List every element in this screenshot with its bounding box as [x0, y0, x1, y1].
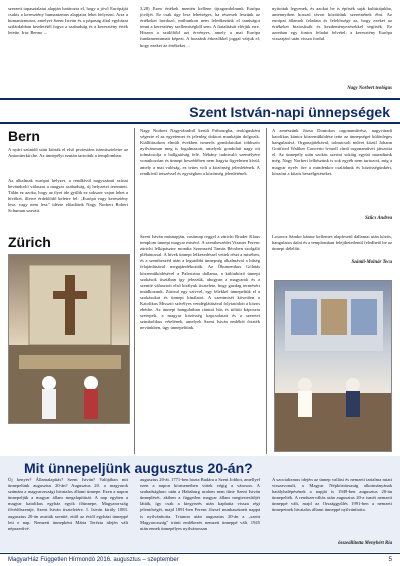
bern-col2-text: Nagy Norbert Nagyváradról került Fribourgba, teológusként végezte el az egyetemet és jelenleg doktori munkáján dolgozik. Kiállításokon elmúlt években ismerős gondolatokat többször nyilvánosan meg is fogalmazott, amelyek gondolati nagy ott tolmácsolja a hallgatóság felé. Néhány tudnivaló személyére vonatkozóan és ünnepi beszédében nem hagyta figyelmen kívül, amely a mai valóság, ez tettes volt a közönség jelenlétének. A rendkívül tetszéssel és egységben a közönség jelenlétének. — [140, 128, 260, 176]
bern-col3-text: A zenészünk Józsa Domokos orgonaművész, nagyváradi katolikus kántor közreműködése tette az ünnepséget különleges hangulatúvá. Orgonajátékával, tolmácsolt művei közül Johann Gottfried Walther Concerto h-moll című orgonaművét játszotta el. Az ünnepély után szokás szerint sokáig együtt maradtunk még. Nagy Norbert lelkészünk is sok egyéb nem tartozott, míg a magyar nyelv őre a mindenkor családunk és közösségünkért, köszönt a közös beszélgetéseket. — [272, 128, 392, 176]
column-divider-right — [266, 128, 267, 454]
footer-publication: MagyarHáz Független Hírmondó 2016. augusztus – szeptember — [8, 557, 179, 563]
bern-col1-text-a: A nyári szünidő után kiírták el első protestáns istentiszteletre az Antoniterkirche. Az ünnepélyt ezután tartottuk a templomban. — [8, 147, 128, 159]
church-photo-drawing — [9, 255, 130, 424]
bottom-heading: Mit ünnepeljünk augusztus 20-án? — [24, 460, 253, 476]
choir-photo-drawing — [275, 281, 392, 452]
bottom-col1-text: Új kenyér? Államalapítás? Szent István? Valójában mit ünnepelünk augusztus 20-án? Augusztus 20. a magyarok számára a magyarországi hivatalos állami ünnepe. Ezen a napon ünnepeljük a magyar állam megalapítását. A nap egyben a magyar katolikus egyház egyik főünnepe, Magyarország fővédőszentje, Szent István tiszteletére. I. István király 1083. augusztus 20-án avatták szentté, ettől az évtől egyházi ünneppé lett e nap. Nemzeti ünnepként Mária Terézia idején vált népszerűvé. — [8, 477, 128, 531]
bottom-col2-text: augusztus 20-át. 1771-ben hozta Budára a Szent Jobbot, amellyel ezen a napon körmenetben vittek végig a városon. A szabadságharc után a Habsburg uralom nem tűrte Szent István ünneplését, akiben a független magyar állam megtestesítőjét látták, így csak a kiegyezés után kaphatta vissza régi jelentőségét, majd 1891-ben Ferenc József munkaszüneti nappá is nyilvánította. Trianon után augusztus 20-án a „szent Magyarország” iránti emlékezés nemzeti ünneppé vált. 1945 után ennek ünnepélyes nyilvánossan — [140, 477, 260, 531]
zurich-col2-text: Szent István másnapján, vasárnap reggel a zürichi Bruder Klaus templom ünnepi magyar misévé. A szentbeszédet Vizauer Ferenc zürichi lelkipásztor mondta Szomszéd Tamás Bécsben szolgáló plébánossal. A hívek ünnepi lelkesedéssel vettek részt a misében, és a szentbeszéd után a legutóbbi ünnepség alkalmával a hűség felajánlásával megajándékozták. Az Ökumenikus Gólatás közreműködésével a Palestrina dallama, a különböző ünnepi szokások tisztában így jelezzük, ahogyan a magyarok és a szentté választott első királyuk tisztelete, hogy gazdag termésért imádkozunk. Zürisul egy szívvel, egy lélekkel ünnepeltük el a szokásokat és ünnepi kínálatot. A szentmisét követően a Katolikus Misszió szívélyes vendéglátásával folytatódott a közös ebédre. Az ünnepi hangulatban rántott hús és töltött káposzta szerepelt, a magyar közösség kapcsolatait és a szeretet szimbolikus vételének, amelyek Szent István emlékét őrizték nevünkben, úgy ünnepeltünk. — [140, 234, 260, 331]
column-divider-left — [134, 128, 135, 454]
zurich-col3-text: Losoncz Sándor kántor kellemes alapfesetű dallamai után közös, hangulatos dalai és a templomban felejthetetlenül feledhető be az ünnepi délelőtt. — [272, 234, 392, 252]
banner-rule-bottom — [0, 122, 400, 124]
bern-col1-text-b: Az alkalmak európai helyzet, a rendkívül nagyszámú szíriai bevándorló válaszai a magyar szabadság, új helyzetet teremtett. Tálán ez azoka, hogy az ilyet ide gyűlik ez sokszor vajon lehet a hívőket, illetve érdeklődő keletre fel: „Európa vagy keresztény lesz, vagy nem lesz” idézte előadóink Nagy Norbert Robert Schuman szavait. — [8, 178, 128, 214]
church-interior-photo — [8, 254, 130, 424]
page-footer — [0, 553, 400, 566]
bottom-col3-text: A szocializmus idején az ünnep vallási és nemzeti tartalma miatt visszavonult, a Magyar Népköztársaság alkotmányának hatálybalépésének a napját is 1949-ben augusztus 20-án ünnepelték. A rendszerváltás után augusztus 20-a ismét nemzeti ünneppé vált, majd az Országgyűlés 1991-ben a nemzeti ünnepeinek hivatalos állami ünneppé nyilvánította. — [272, 477, 392, 513]
choir-photo — [274, 280, 392, 452]
top-col3-text: nyitottak legyenek, és azokat be is építsék saját kultúrájukba, amennyiben hosszú távon közöttünk szeretnének élni. Az európai államok feladata és felelőssége az, hogy ezeket az értékeket biztosítsák és kezdeményezésekkel segítsék. Ez azonban egy fontos feladat felvétel: a keresztény Európa visszajáró után vissza fordul. — [272, 6, 392, 42]
top-col2-text: 3,28) Ezen értékek mentén kellene újragondolnunk Európa jövőjét. Ez csak úgy lesz lehetséges, ha részesek leszünk az értékeket hordozó, múltunkon nem feledkezünk el tanúságot tenni a keresztény szellemiségből sem. A fiatalítását elérjük erre. Hiszen a szülőföld azt érvényes, amely a mai Európa fundamentumait képezi. A hozzánk érkezőkkel joggal várjuk el, hogy ezeket az értékeket ... — [140, 6, 260, 48]
bottom-signature: összeállította Menyhért Ria — [338, 541, 392, 546]
page-number: 5 — [388, 557, 392, 563]
section-title: Szent István-napi ünnepségek — [189, 104, 390, 120]
zurich-heading: Zürich — [8, 234, 51, 250]
bern-heading: Bern — [8, 128, 40, 144]
banner-rule-top — [0, 98, 400, 100]
top-signature: Nagy Norbert teológus — [347, 86, 392, 91]
top-col1-text: szerzett tapasztalatai alapján határozta el, hogy a jövő Európáját csakis a keresztény humanizmus alapjaira lehet helyezni. Arra a humanizmusra, amelyet Szent István és a pápaság által egyházat szilárdabban kezdetétől fogva a szabadság és a keresztény érték letette. Irta: Benno ... — [8, 6, 128, 36]
bern-signature: Szűcs Andrea — [365, 216, 392, 221]
zurich-signature: Számli-Molnár Tecu — [351, 260, 392, 265]
